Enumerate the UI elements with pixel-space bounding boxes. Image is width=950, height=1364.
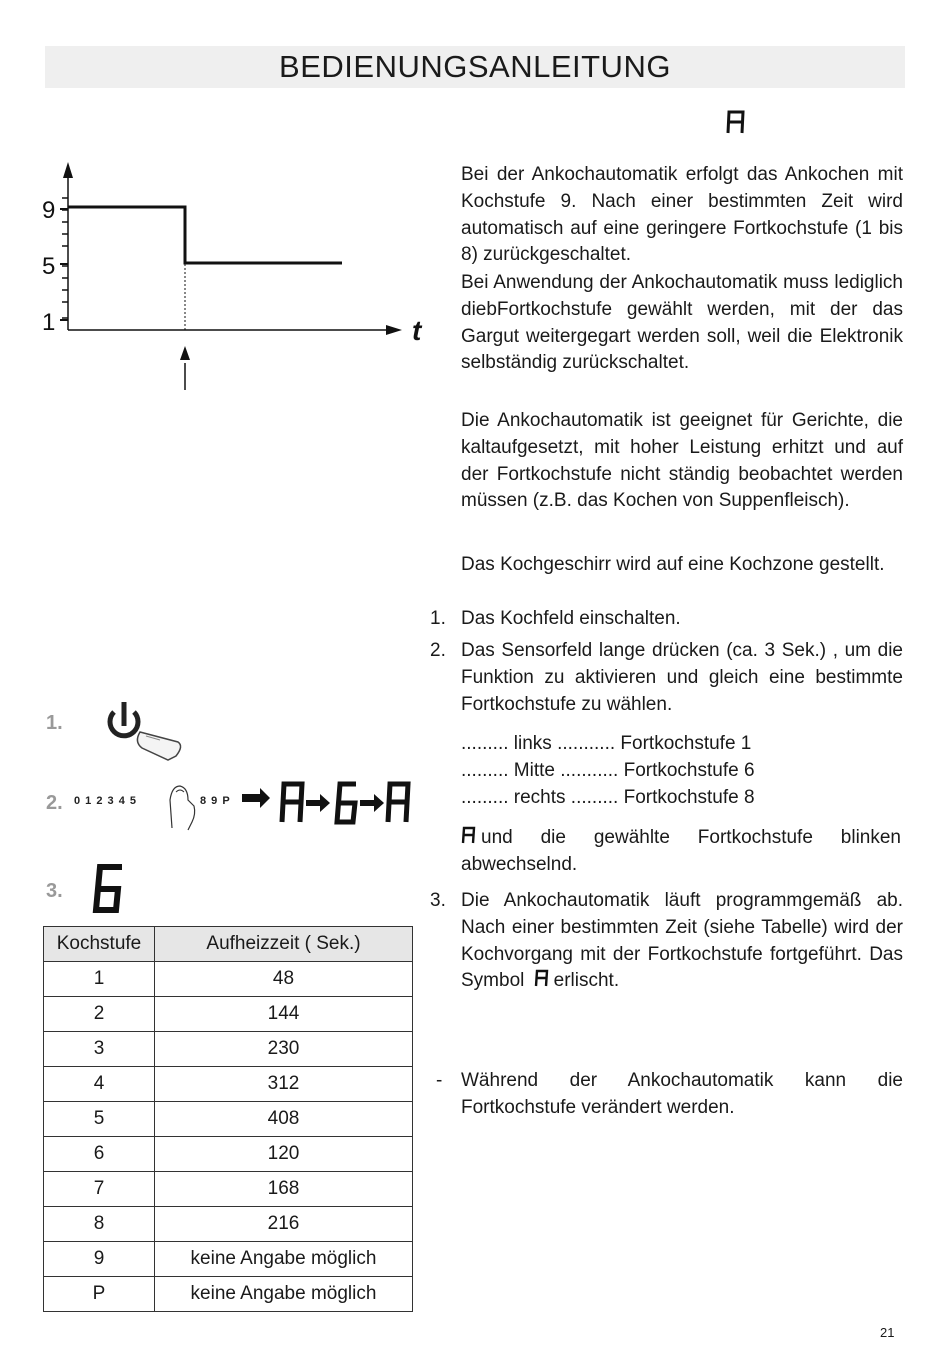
note-text: Während der Ankochautomatik kann die Fortkochstufe verändert werden. xyxy=(461,1070,903,1118)
table-row xyxy=(44,1102,413,1137)
table-row xyxy=(44,1207,413,1242)
ankoch-graph xyxy=(30,158,430,398)
cell-aufheizzeit: 144 xyxy=(155,997,413,1032)
step-3 xyxy=(430,888,903,995)
cell-kochstufe: 7 xyxy=(44,1172,155,1207)
cell-kochstufe: 4 xyxy=(44,1067,155,1102)
step-2 xyxy=(430,638,903,718)
column-header-aufheizzeit: Aufheizzeit ( Sek.) xyxy=(155,927,413,962)
cell-aufheizzeit: 120 xyxy=(155,1137,413,1172)
cell-kochstufe: 2 xyxy=(44,997,155,1032)
note-paragraph xyxy=(436,1068,903,1122)
paragraph-suitable: Die Ankochautomatik ist geeignet für Gerichte, die kaltaufgesetzt, mit hoher Leistung erhitzt und auf der Fortkochstufe nicht ständig beobachtet werden müssen (z.B. das Kochen von Suppenfleisch). xyxy=(461,410,903,512)
step-number: 1. xyxy=(430,608,446,629)
table-row xyxy=(44,962,413,997)
cell-aufheizzeit: 408 xyxy=(155,1102,413,1137)
position-left: ......... links ........... Fortkochstufe 1 xyxy=(461,733,752,754)
position-right: ......... rechts ......... Fortkochstufe 8 xyxy=(461,787,755,808)
y-tick-1: 1 xyxy=(42,309,56,336)
step-text: Das Sensorfeld lange drücken (ca. 3 Sek.) , um die Funktion zu aktivieren und gleich eine bestimmte Fortkochstufe zu wählen. xyxy=(461,640,903,715)
cell-aufheizzeit: 312 xyxy=(155,1067,413,1102)
position-middle: ......... Mitte ........... Fortkochstufe 6 xyxy=(461,760,755,781)
y-tick-9: 9 xyxy=(42,197,56,224)
figure-step-3-label: 3. xyxy=(46,880,63,902)
step-number: 2. xyxy=(430,640,446,661)
cell-aufheizzeit: 230 xyxy=(155,1032,413,1067)
cell-aufheizzeit: 216 xyxy=(155,1207,413,1242)
heating-time-table xyxy=(43,926,413,1312)
table-row xyxy=(44,1067,413,1102)
table-row xyxy=(44,1242,413,1277)
step-text-after: erlischt. xyxy=(553,970,620,992)
cell-aufheizzeit: 168 xyxy=(155,1172,413,1207)
y-tick-5: 5 xyxy=(42,253,56,280)
a-symbol-icon xyxy=(534,968,550,988)
paragraph-cookware: Das Kochgeschirr wird auf eine Kochzone gestellt. xyxy=(461,554,885,575)
power-button-icon xyxy=(100,698,190,768)
figure-step-2-label: 2. xyxy=(46,792,63,814)
page-title: BEDIENUNGSANLEITUNG xyxy=(279,49,671,84)
table-row xyxy=(44,1032,413,1067)
blink-text: und die gewählte Fortkochstufe blinken abwechselnd. xyxy=(461,827,901,875)
a-6-a-sequence-icon xyxy=(240,778,420,828)
table-row xyxy=(44,1137,413,1172)
slider-digits-after: 8 9 P xyxy=(200,795,231,807)
column-header-kochstufe: Kochstufe xyxy=(44,927,155,962)
cell-kochstufe: 6 xyxy=(44,1137,155,1172)
cell-aufheizzeit: keine Angabe möglich xyxy=(155,1242,413,1277)
cell-kochstufe: 8 xyxy=(44,1207,155,1242)
cell-aufheizzeit: keine Angabe möglich xyxy=(155,1277,413,1312)
blink-note xyxy=(461,825,901,879)
table-header-row xyxy=(44,927,413,962)
a-symbol-icon xyxy=(461,825,477,845)
slider-digits: 0 1 2 3 4 5 xyxy=(74,795,137,807)
cell-kochstufe: 1 xyxy=(44,962,155,997)
x-axis-label: t xyxy=(412,315,422,346)
step-text: Das Kochfeld einschalten. xyxy=(461,608,681,629)
step-number: 3. xyxy=(430,890,446,911)
page-header xyxy=(45,46,905,88)
figure-step-1-label: 1. xyxy=(46,712,63,734)
paragraph-intro: Bei der Ankochautomatik erfolgt das Ankochen mit Kochstufe 9. Nach einer bestimmten Zeit wird automatisch auf eine geringere Fortkochstufe (1 bis 8) zurückgeschaltet. xyxy=(461,164,903,266)
finger-press-icon xyxy=(166,782,200,832)
cell-kochstufe: P xyxy=(44,1277,155,1312)
digit-6-display-icon xyxy=(88,862,128,916)
page-number: 21 xyxy=(880,1325,895,1340)
step-1 xyxy=(430,606,903,633)
cell-kochstufe: 9 xyxy=(44,1242,155,1277)
cell-aufheizzeit: 48 xyxy=(155,962,413,997)
a-display-symbol-icon xyxy=(725,108,747,136)
step-text: Die Ankochautomatik läuft programmgemäß ab. Nach einer bestimmten Zeit (siehe Tabelle) wird der Kochvorgang mit der Fortkochstufe fortgeführt. Das Symbol xyxy=(461,890,903,992)
table-row xyxy=(44,1172,413,1207)
cell-kochstufe: 5 xyxy=(44,1102,155,1137)
note-dash: - xyxy=(436,1070,443,1091)
table-row xyxy=(44,1277,413,1312)
paragraph-usage: Bei Anwendung der Ankochautomatik muss lediglich diebFortkochstufe gewählt werden, mit der das Gargut weitergegart werden soll, weil die Elektronik selbständig zurückschaltet. xyxy=(461,272,903,374)
cell-kochstufe: 3 xyxy=(44,1032,155,1067)
table-row xyxy=(44,997,413,1032)
